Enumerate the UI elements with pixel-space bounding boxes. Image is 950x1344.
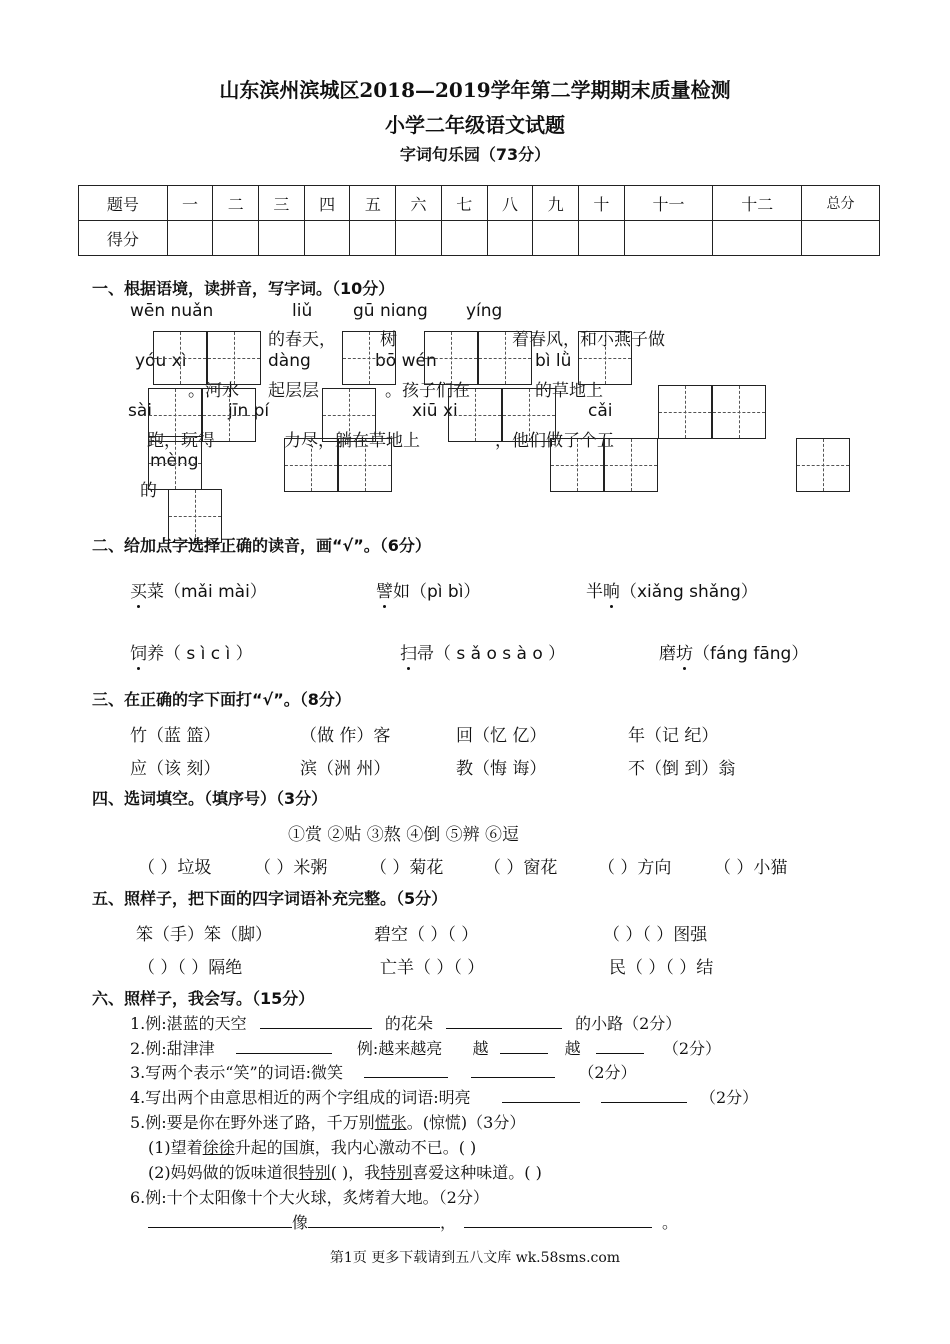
exam-title: 山东滨州滨城区2018—2019学年第二学期期末质量检测 xyxy=(219,78,731,102)
exercise-line-5-1 xyxy=(148,1135,476,1158)
answer-blank[interactable] xyxy=(502,1101,580,1103)
writing-box[interactable] xyxy=(148,388,202,442)
passage-text: ，他们做了个五 xyxy=(495,431,614,451)
writing-box[interactable] xyxy=(502,388,556,442)
score-header-cell: 十一 xyxy=(624,186,713,221)
passage-text: 跑，玩得 xyxy=(147,431,215,451)
passage-text: 的草地上 xyxy=(535,381,603,401)
exercise-text: 越 xyxy=(564,1039,581,1058)
char-choice[interactable]: 应（该 刻） xyxy=(130,759,221,779)
idiom-item[interactable]: 民（ ）（ ）结 xyxy=(609,958,714,978)
char-choice[interactable]: 不（倒 到）翁 xyxy=(628,759,736,779)
char-choice[interactable]: 年（记 纪） xyxy=(628,726,719,746)
score-table-score-row xyxy=(79,221,880,256)
pinyin: liǔ xyxy=(292,301,313,321)
writing-box[interactable] xyxy=(342,331,396,385)
dotted-char: 譬 xyxy=(376,577,393,602)
exercise-text: ， xyxy=(440,1213,457,1232)
dotted-char: 晌 xyxy=(603,577,620,602)
item-text: 半 xyxy=(586,582,603,602)
section-3-title: 三、在正确的字下面打“√”。（8分） xyxy=(92,690,351,709)
idiom-item[interactable]: 笨（手）笨（脚） xyxy=(136,925,272,945)
exercise-line-4 xyxy=(130,1085,758,1108)
idiom-item[interactable]: （ ）（ ）隔绝 xyxy=(138,958,243,978)
exercise-text: 的花朵 xyxy=(384,1014,433,1033)
writing-box[interactable] xyxy=(207,331,261,385)
fill-blank[interactable]: （ ）垃圾 xyxy=(138,858,212,878)
idiom-item[interactable]: 碧空（ ）（ ） xyxy=(374,925,479,945)
section-2-title: 二、给加点字选择正确的读音，画“√”。（6分） xyxy=(92,536,431,555)
pinyin: yíng xyxy=(466,301,503,321)
pinyin: yóu xì xyxy=(135,351,187,371)
passage-text: 起层层 xyxy=(268,381,319,401)
writing-box[interactable] xyxy=(322,388,376,442)
exercise-text[interactable]: ( )，我 xyxy=(330,1163,381,1182)
dotted-char: 饲 xyxy=(130,639,147,664)
pinyin: xiū xi xyxy=(412,401,458,421)
passage-text: 。孩子们在 xyxy=(385,381,470,401)
pinyin: bō wén xyxy=(375,351,437,371)
score-header-cell: 八 xyxy=(487,186,533,221)
writing-box[interactable] xyxy=(604,438,658,492)
score-cell[interactable] xyxy=(802,221,880,256)
word-options: ①赏 ②贴 ③熬 ④倒 ⑤辨 ⑥逗 xyxy=(288,825,520,845)
dotted-char: 扫 xyxy=(400,639,417,664)
writing-box[interactable] xyxy=(578,331,632,385)
dotted-char: 坊 xyxy=(676,639,693,664)
answer-blank[interactable] xyxy=(464,1226,652,1228)
exercise-text: （2分） xyxy=(699,1088,759,1107)
answer-blank[interactable] xyxy=(596,1052,644,1054)
char-choice[interactable]: （做 作）客 xyxy=(300,726,391,746)
writing-box[interactable] xyxy=(658,385,712,439)
exercise-text: 4.写出两个由意思相近的两个字组成的词语:明亮 xyxy=(130,1088,471,1107)
idiom-item[interactable]: （ ）（ ）图强 xyxy=(603,925,708,945)
exercise-text: 像 xyxy=(292,1213,309,1232)
score-header-cell: 五 xyxy=(350,186,396,221)
writing-box[interactable] xyxy=(712,385,766,439)
section-1-title: 一、根据语境，读拼音，写字词。（10分） xyxy=(92,279,395,298)
score-cell[interactable] xyxy=(441,221,487,256)
pronunciation-item xyxy=(130,577,267,602)
answer-blank[interactable] xyxy=(308,1226,440,1228)
answer-blank[interactable] xyxy=(364,1076,448,1078)
fill-blank[interactable]: （ ）米粥 xyxy=(254,858,328,878)
score-cell[interactable] xyxy=(487,221,533,256)
score-table xyxy=(78,185,880,256)
item-text: 磨 xyxy=(659,644,676,664)
section-6-title: 六、照样子，我会写。（15分） xyxy=(92,989,315,1008)
underlined-word: 特别 xyxy=(298,1163,331,1182)
score-header-cell: 十 xyxy=(579,186,625,221)
exercise-line-1 xyxy=(130,1011,681,1034)
score-cell[interactable] xyxy=(624,221,713,256)
writing-box[interactable] xyxy=(550,438,604,492)
char-choice[interactable]: 教（悔 诲） xyxy=(456,759,547,779)
underlined-word: 特别 xyxy=(380,1163,413,1182)
score-cell[interactable] xyxy=(350,221,396,256)
writing-box[interactable] xyxy=(424,331,478,385)
section-4-title: 四、选词填空。（填序号）（3分） xyxy=(92,789,328,808)
writing-box[interactable] xyxy=(448,388,502,442)
score-cell[interactable] xyxy=(713,221,802,256)
page-footer: 第1页 更多下载请到五八文库 wk.58sms.com xyxy=(329,1250,621,1266)
passage-text: 。河水 xyxy=(188,381,239,401)
score-header-cell: 总分 xyxy=(802,186,880,221)
passage-text: 树 xyxy=(380,330,397,350)
exercise-text: 2.例:甜津津 xyxy=(130,1039,215,1058)
exercise-text: （2分） xyxy=(578,1063,637,1082)
exercise-line-6: 6.例:十个太阳像十个大火球，炙烤着大地。（2分） xyxy=(130,1188,489,1207)
pinyin: bì lǜ xyxy=(535,351,572,371)
pronunciation-item xyxy=(400,639,565,664)
pinyin: jīn pí xyxy=(228,401,270,421)
exercise-text: 3.写两个表示“笑”的词语:微笑 xyxy=(130,1063,344,1082)
exam-subtitle: 小学二年级语文试题 xyxy=(385,113,565,137)
item-text[interactable]: （xiǎng shǎng） xyxy=(620,582,758,602)
score-cell[interactable] xyxy=(304,221,350,256)
writing-box[interactable] xyxy=(148,436,202,490)
exercise-line-5 xyxy=(130,1110,525,1133)
exercise-text: （2分） xyxy=(662,1039,722,1058)
underlined-word: 慌张 xyxy=(374,1113,407,1132)
pinyin: dàng xyxy=(268,351,311,371)
pronunciation-item xyxy=(659,639,808,664)
exercise-line-5-2 xyxy=(148,1160,542,1183)
score-cell[interactable] xyxy=(579,221,625,256)
score-header-cell: 七 xyxy=(441,186,487,221)
pronunciation-item xyxy=(130,639,253,664)
pinyin: mèng xyxy=(150,451,199,471)
item-text[interactable]: 帚（ s ǎ o s à o ） xyxy=(417,644,566,664)
exercise-text: 。(惊慌)（3分） xyxy=(406,1113,526,1132)
item-text[interactable]: 如（pì bì） xyxy=(393,582,481,602)
exercise-text: 5.例:要是你在野外迷了路，千万别 xyxy=(130,1113,375,1132)
exercise-line-2 xyxy=(130,1036,721,1059)
score-header-cell: 三 xyxy=(259,186,305,221)
exercise-text[interactable]: 喜爱这种味道。( ) xyxy=(412,1163,542,1182)
answer-blank[interactable] xyxy=(601,1101,687,1103)
item-text[interactable]: 养（ s ì c ì ） xyxy=(147,644,253,664)
fill-blank[interactable]: （ ）窗花 xyxy=(484,858,558,878)
exercise-line-3 xyxy=(130,1060,637,1083)
exercise-line-6-answer xyxy=(148,1210,678,1233)
exercise-text: 例:越来越亮 xyxy=(356,1039,443,1058)
score-cell[interactable] xyxy=(533,221,579,256)
score-table-header-row xyxy=(79,186,880,221)
exercise-text: 的小路（2分） xyxy=(575,1014,682,1033)
answer-blank[interactable] xyxy=(236,1052,332,1054)
score-header-cell: 四 xyxy=(304,186,350,221)
section-5-title: 五、照样子，把下面的四字词语补充完整。（5分） xyxy=(92,889,448,908)
exercise-text: (2)妈妈做的饭味道很 xyxy=(148,1163,299,1182)
answer-blank[interactable] xyxy=(148,1226,292,1228)
dotted-char: 买 xyxy=(130,577,147,602)
part-title: 字词句乐园（73分） xyxy=(399,145,551,164)
char-choice[interactable]: 竹（蓝 篮） xyxy=(130,726,221,746)
fill-blank[interactable]: （ ）菊花 xyxy=(370,858,444,878)
score-header-cell: 一 xyxy=(167,186,213,221)
pronunciation-item xyxy=(376,577,480,602)
passage-text: 着春风，和小燕子做 xyxy=(512,330,665,350)
char-choice[interactable]: 滨（洲 州） xyxy=(300,759,391,779)
item-text[interactable]: 菜（mǎi mài） xyxy=(147,582,267,602)
fill-blank[interactable]: （ ）方向 xyxy=(598,858,672,878)
score-cell[interactable] xyxy=(213,221,259,256)
score-header-cell: 六 xyxy=(396,186,442,221)
score-header-cell: 题号 xyxy=(79,186,168,221)
score-row-label: 得分 xyxy=(79,221,168,256)
answer-blank[interactable] xyxy=(260,1027,372,1029)
pronunciation-item xyxy=(586,577,758,602)
writing-box[interactable] xyxy=(478,331,532,385)
pinyin: gū niɑng xyxy=(353,301,428,321)
score-cell[interactable] xyxy=(167,221,213,256)
score-cell[interactable] xyxy=(259,221,305,256)
fill-blank[interactable]: （ ）小猫 xyxy=(714,858,788,878)
exercise-text: 越 xyxy=(472,1039,489,1058)
exercise-text: (1)望着 xyxy=(148,1138,203,1157)
idiom-item[interactable]: 亡羊（ ）（ ） xyxy=(380,958,485,978)
score-header-cell: 十二 xyxy=(713,186,802,221)
writing-box[interactable] xyxy=(153,331,207,385)
answer-blank[interactable] xyxy=(500,1052,548,1054)
pinyin: cǎi xyxy=(588,401,613,421)
answer-blank[interactable] xyxy=(471,1076,555,1078)
pinyin: sài xyxy=(128,401,152,421)
writing-box[interactable] xyxy=(202,388,256,442)
answer-blank[interactable] xyxy=(446,1027,562,1029)
pinyin: wēn nuǎn xyxy=(130,301,214,321)
passage-text: 的 xyxy=(140,481,157,501)
exercise-text[interactable]: 升起的国旗，我内心激动不已。( ) xyxy=(234,1138,477,1157)
passage-text: 的春天， xyxy=(268,330,336,350)
underlined-word: 徐徐 xyxy=(202,1138,235,1157)
exercise-text: 1.例:湛蓝的天空 xyxy=(130,1014,247,1033)
score-cell[interactable] xyxy=(396,221,442,256)
score-header-cell: 九 xyxy=(533,186,579,221)
passage-text: 力尽，躺在草地上 xyxy=(284,431,420,451)
score-header-cell: 二 xyxy=(213,186,259,221)
writing-box[interactable] xyxy=(284,438,338,492)
exercise-text: 。 xyxy=(662,1213,679,1232)
writing-box[interactable] xyxy=(338,438,392,492)
item-text[interactable]: （fáng fāng） xyxy=(693,644,809,664)
writing-box[interactable] xyxy=(796,438,850,492)
char-choice[interactable]: 回（忆 亿） xyxy=(456,726,547,746)
